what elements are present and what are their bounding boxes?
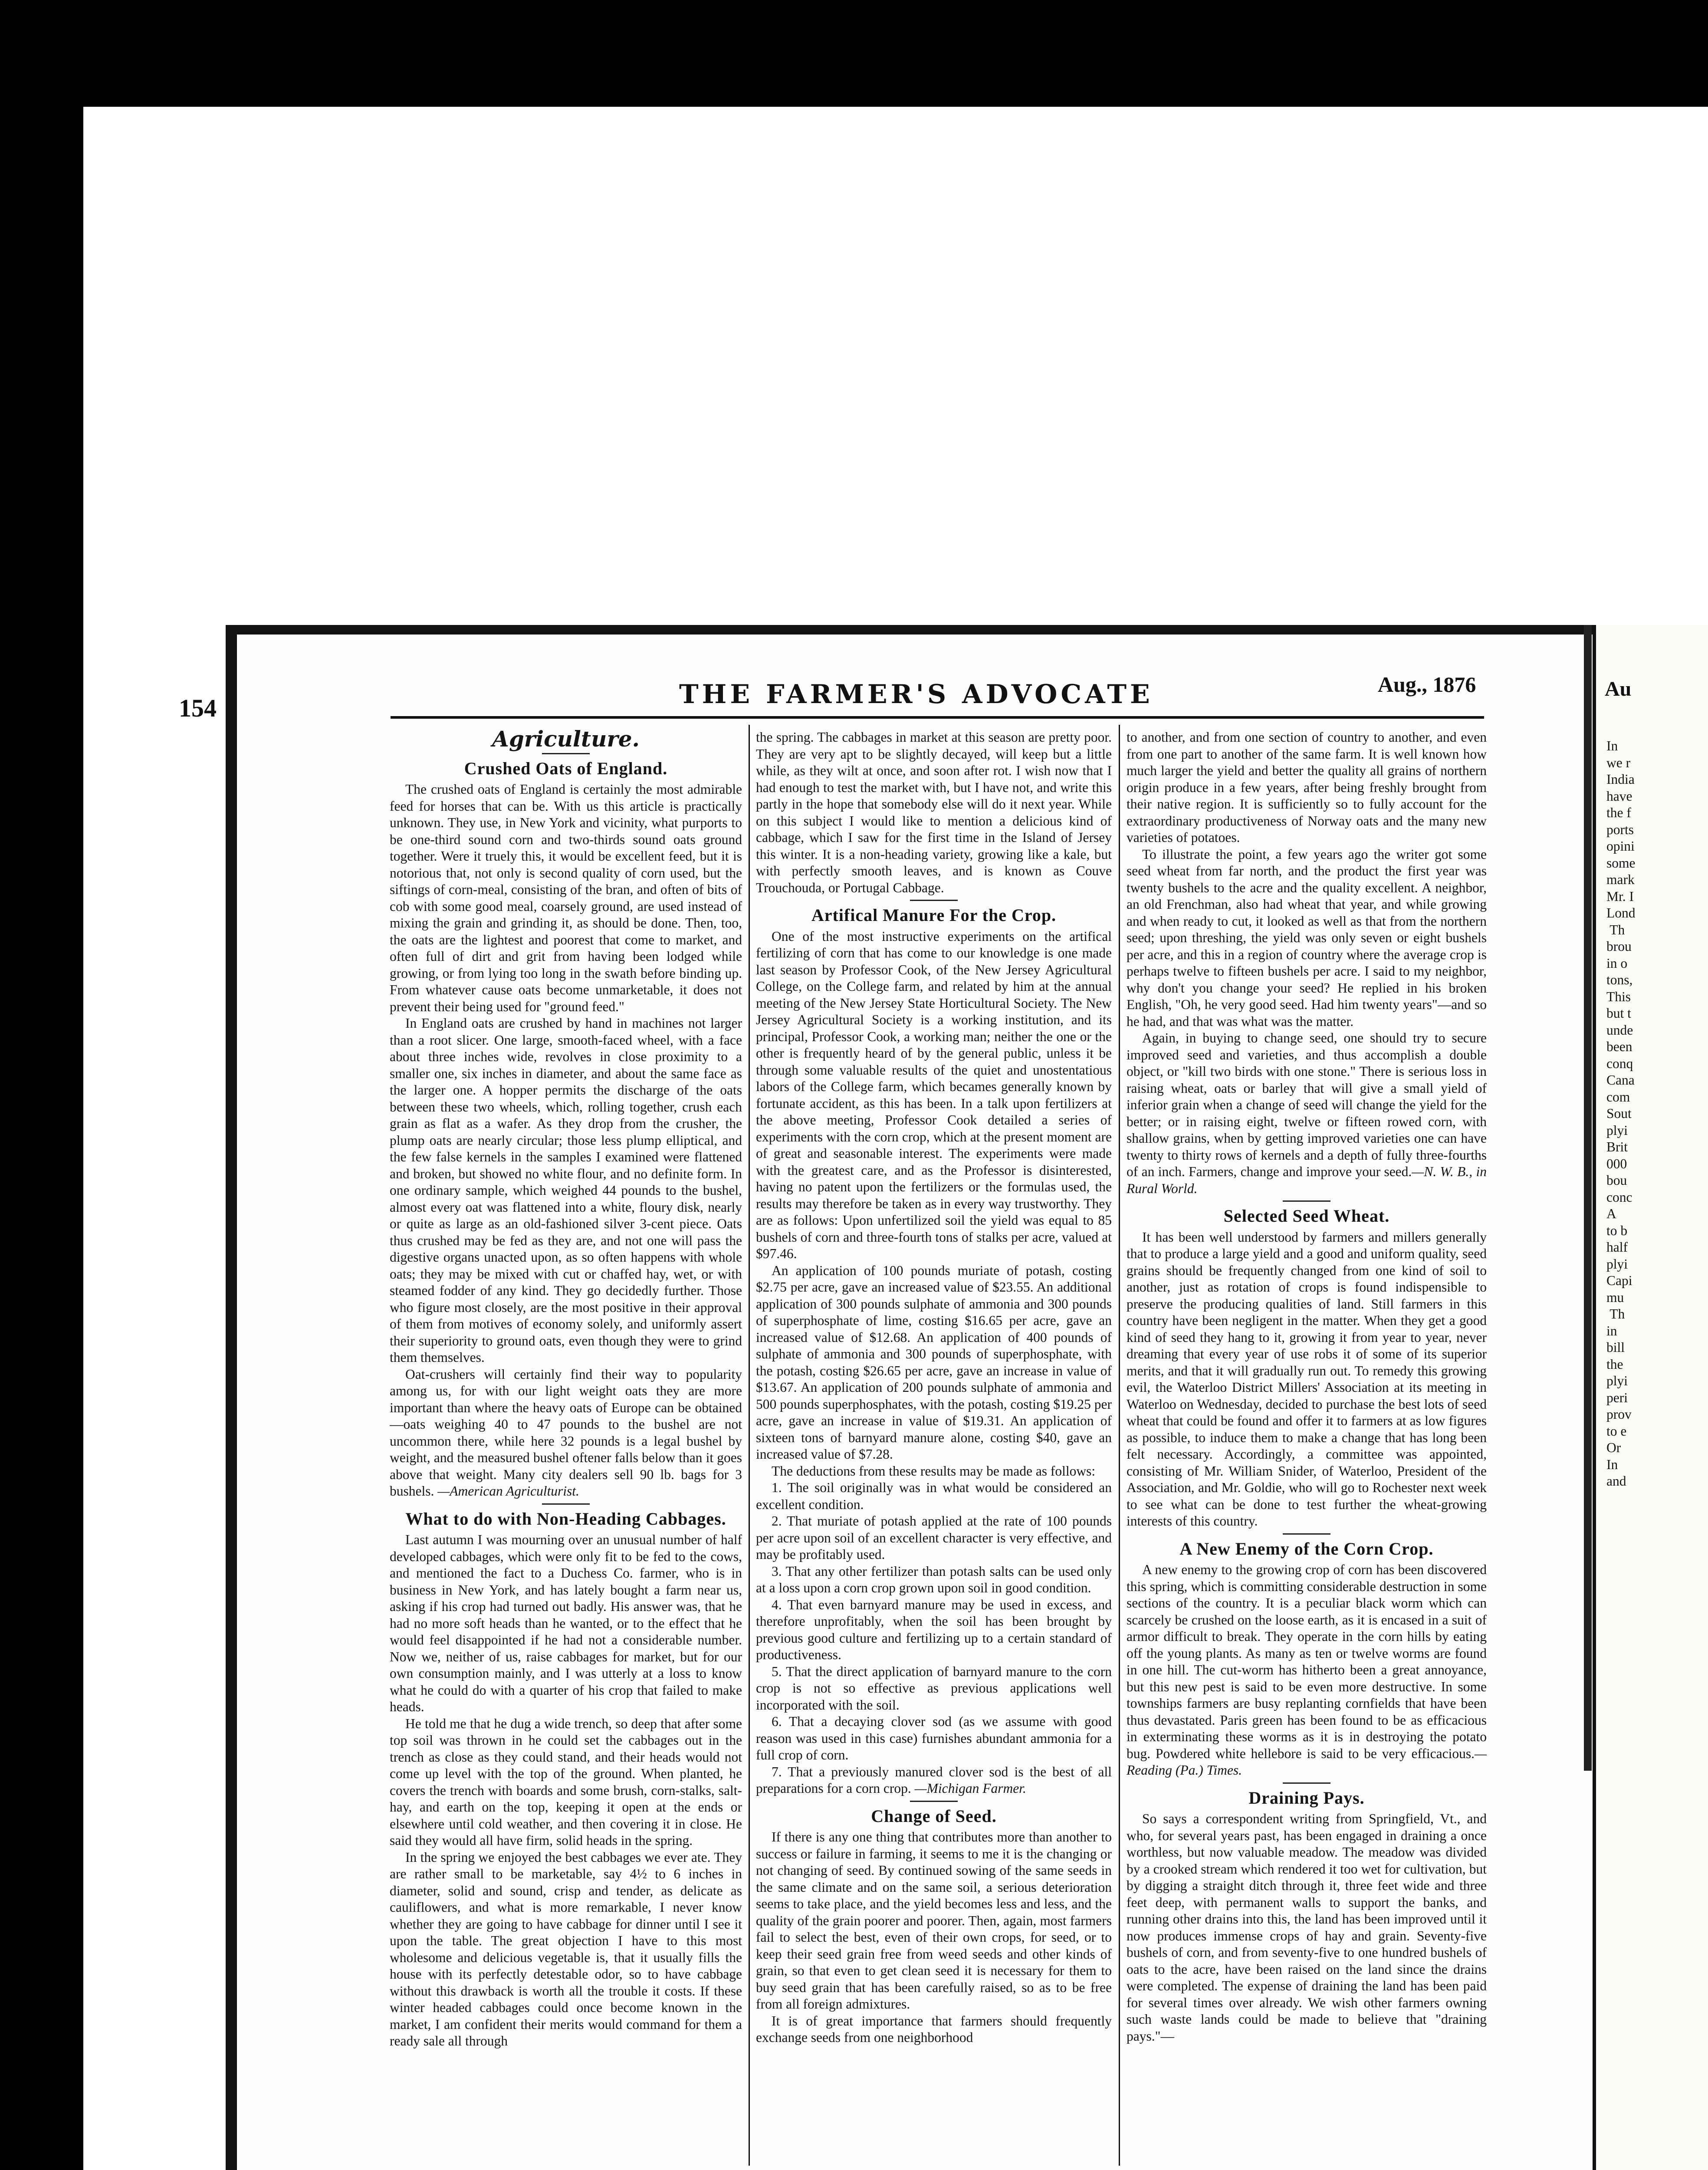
article-paragraph: One of the most instructive experiments on the artifical fertilizing of corn that has come to our knowledge is one made last season by Professor Cook, of the New Jersey Agricultural College, on the College farm, and related by him at the annual meeting of the New Jersey State Horticultural Society. The New Jersey Agricultural Society is a working institution, and its principal, Professor Cook, a working man; neither the one or the other is frequently heard of by the general public, unless it be through some valuable results of the quiet and unostentatious labors of the College farm, which becames generally known by fortunate accident, as this has been. In a talk upon fertilizers at the above meeting, Professor Cook detailed a series of experiments with the corn crop, which at the present moment are of great and seasonable interest. The experiments were made with the greatest care, and as the Professor is disinterested, having no patent upon the fertilizers or the formulas used, the results may therefore be taken as in every way trustworthy. They are as follows: Upon unfertilized soil the yield was equal to 85 bushels of corn and three-fourth tons of stalks per acre, valued at $97.46. [756, 928, 1112, 1261]
list-item: 1. The soil originally was in what would be considered an excellent condition. [756, 1480, 1112, 1512]
separator [1283, 1782, 1330, 1784]
article-source: —Michigan Farmer. [914, 1781, 1026, 1796]
separator [1283, 1200, 1330, 1202]
article-paragraph: Again, in buying to change seed, one should try to secure improved seed and varieties, and thus accomplish a double object, or "kill two birds with one stone." There is serious loss in raising wheat, oats or barley that will give a small yield of inferior grain when a change of seed will change the yield for the better; or in raising eight, twelve or fifteen rowed corn, with shallow grains, when by getting improved varieties one can have twenty to thirty rows of kernels and a depth of fully three-fourths of an inch. Farmers, change and improve your seed.—N. W. B., in Rural World. [1127, 1030, 1487, 1196]
separator [542, 753, 590, 754]
list-item: 5. That the direct application of barnyard manure to the corn crop is not so effective as previous applications well incorporated with the soil. [756, 1664, 1112, 1713]
article-paragraph: To illustrate the point, a few years ago the writer got some seed wheat from far north, and the product the first year was twenty bushels to the acre and the quality excellent. A neighbor, an old Frenchman, also had wheat that year, and while growing and when ready to cut, it looked as well as that from the northern seed; upon threshing, the yield was only seven or eight bushels per acre, and this in a region of country where the average crop is perhaps twelve to fifteen bushels per acre. I said to my neighbor, why don't you change your seed? He replied in his broken English, "Oh, he very good seed. Had him twenty years"—and so he had, and that was what was the matter. [1127, 846, 1487, 1029]
column-divider-2 [1119, 725, 1120, 2166]
column-1 [390, 729, 742, 2166]
article-title-seed-wheat: Selected Seed Wheat. [1223, 1206, 1390, 1226]
article-paragraph: If there is any one thing that contributes more than another to success or failure in farming, it seems to me it is the changing or not changing of seed. By continued sowing of the same seeds in the same climate and on the same soil, a serious deterioration seems to take place, and the yield becomes less and less, and the quality of the grain poorer and poorer. Then, again, most farmers fail to select the best, even of their own crops, for seed, or to keep their seed grain free from weed seeds and other kinds of grain, so that even to get clean seed it is necessary for them to buy seed grain that has been carefully raised, so as to be free from all foreign admixtures. [756, 1829, 1112, 2012]
article-paragraph: He told me that he dug a wide trench, so deep that after some top soil was thrown in he could set the cabbages out in the trench as close as they could stand, and their heads would not come up level with the top of the ground. When planted, he covers the trench with boards and some brush, corn-stalks, salt-hay, and earth on the top, keeping it open at the ends or elsewhere until cold weather, and then covering it in close. He said they would all have firm, solid heads in the spring. [390, 1716, 742, 1848]
article-paragraph: The deductions from these results may be made as follows: [772, 1463, 1096, 1479]
article-title-draining-pays: Draining Pays. [1248, 1788, 1365, 1808]
section-title: Agriculture. [492, 729, 640, 752]
column-divider-1 [749, 725, 750, 2166]
article-paragraph: A new enemy to the growing crop of corn has been discovered this spring, which is committing considerable destruction in some sections of the country. It is a peculiar black worm which can scarcely be crushed on the loose earth, as it is encased in a suit of armor difficult to break. They operate in the corn hills by eating off the young plants. As many as ten or twelve worms are found in one hill. The cut-worm has hitherto been a great annoyance, but this new pest is said to be even more destructive. In some townships farmers are busy replanting cornfields that have been thus devastated. Paris green has been found to be as efficacious in exterminating these worms as it is in destroying the potato bug. Powdered white hellebore is said to be very efficacious.—Reading (Pa.) Times. [1127, 1562, 1487, 1778]
article-title-corn-enemy: A New Enemy of the Corn Crop. [1179, 1539, 1434, 1558]
article-continuation: to another, and from one section of country to another, and even from one part to another of the same farm. It is well known how much larger the yield and better the quality all grains of northern origin produce in a few years, after being freshly brought from their native region. It is sufficiently so to fully account for the extraordinary productiveness of Norway oats and the many new varieties of potatoes. [1127, 730, 1487, 845]
article-source: —N. W. B., in Rural World. [1127, 1164, 1487, 1196]
list-item: 4. That even barnyard manure may be used in excess, and therefore unprofitably, when the soil has been brought by previous good culture and fertilizing up to a certain standard of productiveness. [756, 1597, 1112, 1662]
issue-date: Aug., 1876 [1378, 672, 1476, 697]
article-paragraph: It has been well understood by farmers and millers generally that to produce a large yield and a good and uniform quality, seed grains should be frequently changed from one kind of soil to another, just as rotation of crops is found indispensible to preserve the producing qualities of land. Still farmers in this country have been negligent in the matter. When they get a good kind of seed they hang to it, growing it from year to year, never dreaming that every year of use robs it of some of its superior merits, and that it will gradually run out. To remedy this growing evil, the Waterloo District Millers' Association at its meeting in Waterloo on Wednesday, decided to purchase the best lots of seed wheat that could be found and offer it to farmers at as low figures as possible, to induce them to make a change that has long been felt necessary. Accordingly, a committee was appointed, consisting of Mr. William Snider, of Waterloo, President of the Association, and Mr. Goldie, who will go to Rochester next week to see what can be done to test further the wheat-growing interests of this country. [1127, 1229, 1487, 1529]
article-paragraph: In the spring we enjoyed the best cabbages we ever ate. They are rather small to be marketable, say 4½ to 6 inches in diameter, solid and sound, crisp and tender, as delicate as cauliflowers, and what is more remarkable, I never know whether they are going to have cabbage for dinner until I see it upon the table. The great objection I have to this most wholesome and delicious vegetable is, that it usually fills the house with its perfectly detestable odor, so to have cabbage without this drawback is worth all the trouble it costs. If these winter headed cabbages could once become known in the market, I am confident their merits would command for them a ready sale all through [390, 1849, 742, 2048]
list-item: 6. That a decaying clover sod (as we assume with good reason was used in this case) furnishes abundant ammonia for a full crop of corn. [756, 1714, 1112, 1762]
article-continuation: the spring. The cabbages in market at this season are pretty poor. They are very apt to be slightly decayed, will keep but a little while, as they wilt at once, and soon after rot. I wish now that I had enough to test the market with, but I have not, and write this partly in the hope that somebody else will do it next year. While on this subject I would like to mention a delicious kind of cabbage, which I saw for the first time in the Island of Jersey this winter. It is a non-heading variety, growing like a kale, but with perfectly smooth leaves, and is known as Couve Trouchouda, or Portugal Cabbage. [756, 730, 1112, 895]
adjacent-page-fragment [1593, 625, 1708, 2170]
page-gutter [1584, 625, 1592, 1771]
article-paragraph: The crushed oats of England is certainly the most admirable feed for horses that can be. With us this article is practically unknown. They use, in New York and vicinity, what purports to be one-third sound corn and two-thirds sound oats ground together. Were it truely this, it would be excellent feed, but it is notorious that, not only is second quality of corn used, but the siftings of corn-meal, consisting of the bran, and often of bits of cob with some good meal, coarsely ground, are used instead of mixing the grain and grinding it, as should be done. Then, too, the oats are the lightest and poorest that come to market, and often full of dirt and grit from having been lodged while growing, or from lying too long in the swath before binding up. From whatever cause oats become unmarketable, it does not prevent their being used for "ground feed." [390, 782, 742, 1014]
article-title-change-of-seed: Change of Seed. [871, 1806, 997, 1826]
adjacent-page-header: Au [1605, 677, 1632, 700]
article-paragraph: Last autumn I was mourning over an unusual number of half developed cabbages, which were only fit to be fed to the cows, and mentioned the fact to a Duchess Co. farmer, who is in business in New York, and has lately bought a farm near us, asking if his crop had turned out badly. His answer was, that he had no more soft heads than he wanted, or to the effect that he would feel disappointed if he had not a considerable number. Now we, neither of us, raise cabbages for market, but for our own consumption mainly, and I was utterly at a loss to know what he could do with a quarter of his crop that failed to make heads. [390, 1532, 742, 1714]
article-paragraph: So says a correspondent writing from Springfield, Vt., and who, for several years past, has been engaged in draining a once worthless, but now valuable meadow. The meadow was divided by a crooked stream which rendered it too wet for cultivation, but by digging a straight ditch through it, three feet wide and three feet deep, with permanent walls to support the banks, and running other drains into this, the land has been improved until it now produces immense crops of hay and grain. Seventy-five bushels of corn, and from seventy-five to one hundred bushels of oats to the acre, have been raised on the land since the drains were completed. The expense of draining the land has been paid for several times over already. We wish other farmers owning such waste lands could be made to believe that "draining pays."— [1127, 1811, 1487, 2044]
separator [910, 1801, 958, 1802]
list-item: 3. That any other fertilizer than potash salts can be used only at a loss upon a corn crop grown upon soil in good condition. [756, 1563, 1112, 1595]
header-rule [391, 716, 1484, 719]
adjacent-page-text: In we r India have the f ports opini some mark Mr. I Lond Th brou in o tons, This but t unde been conq Cana com Sout plyi Brit 000 bou conc A to b half plyi Capi mu Th in bill the plyi peri prov to e Or In and [1606, 738, 1636, 1489]
article-paragraph: An application of 100 pounds muriate of potash, costing $2.75 per acre, gave an increased value of $23.55. An additional application of 300 pounds sulphate of ammonia and 300 pounds of superphosphate of lime, costing $16.65 per acre, gave an increased value of $12.68. An application of 400 pounds of sulphate of ammonia and 300 pounds of superphosphate, with the potash, costing $26.65 per acre, gave an increase in value of $13.67. An application of 200 pounds sulphate of ammonia and 500 pounds superphosphates, with the potash, costing $19.25 per acre, gave an increase in value of $19.31. An application of sixteen tons of barnyard manure alone, costing $40, gave an increased value of $7.28. [756, 1263, 1112, 1462]
article-paragraph: Oat-crushers will certainly find their way to popularity among us, for with our light weight oats they are more important than where the heavy oats of Europe can be obtained—oats weighing 40 to 47 pounds to the bushel are not uncommon there, while here 32 pounds is a legal bushel by weight, and the measured bushel oftener falls below than it goes above that weight. Many city dealers sell 90 lb. bags for 3 bushels. —American Agriculturist. [390, 1366, 742, 1499]
masthead-title: THE FARMER'S ADVOCATE [679, 679, 1153, 710]
separator [910, 900, 958, 901]
article-title-cabbages: What to do with Non-Heading Cabbages. [405, 1509, 726, 1529]
page-number: 154 [179, 694, 217, 722]
column-3 [1127, 729, 1487, 2144]
article-paragraph: In England oats are crushed by hand in machines not larger than a root slicer. One large, smooth-faced wheel, with a face about three inches wide, revolves in close proximity to a smaller one, six inches in diameter, and about the same face as the larger one. A hopper permits the discharge of the oats between these two wheels, which, rolling together, crush each grain as flat as a wafer. As they drop from the crusher, the plump oats are nearly circular; those less plump elliptical, and the few false kernels in the samples I examined were flattened and broken, but showed no white flour, and no definite form. In one ordinary sample, which weighed 44 pounds to the bushel, almost every oat was flattened into a white, floury disk, nearly or quite as large as an old-fashioned silver 3-cent piece. Oats thus crushed may be fed as they are, and not one will pass the digestive organs unacted upon, as so often happens with whole oats; they may be mixed with cut or chaffed hay, wet, or with steamed fodder of any kind. They go decidedly further. Those who figure most closely, are the most positive in their approval of them from motives of economy solely, and uniformly assert their superiority to ground oats, even though they were to grind them themselves. [390, 1016, 742, 1365]
article-source: —American Agriculturist. [437, 1483, 579, 1499]
article-title-crushed-oats: Crushed Oats of England. [464, 758, 668, 778]
separator [542, 1503, 590, 1505]
article-source: —Reading (Pa.) Times. [1127, 1746, 1487, 1778]
list-item: 7. That a previously manured clover sod is the best of all preparations for a corn crop. —Michigan Farmer. [756, 1764, 1112, 1796]
article-title-artificial-manure: Artifical Manure For the Crop. [811, 905, 1057, 925]
separator [1283, 1533, 1330, 1535]
article-paragraph: It is of great importance that farmers should frequently exchange seeds from one neighborhood [756, 2013, 1112, 2045]
column-2 [756, 729, 1112, 2148]
list-item: 2. That muriate of potash applied at the rate of 100 pounds per acre upon soil of an excellent character is very effective, and may be profitably used. [756, 1513, 1112, 1562]
